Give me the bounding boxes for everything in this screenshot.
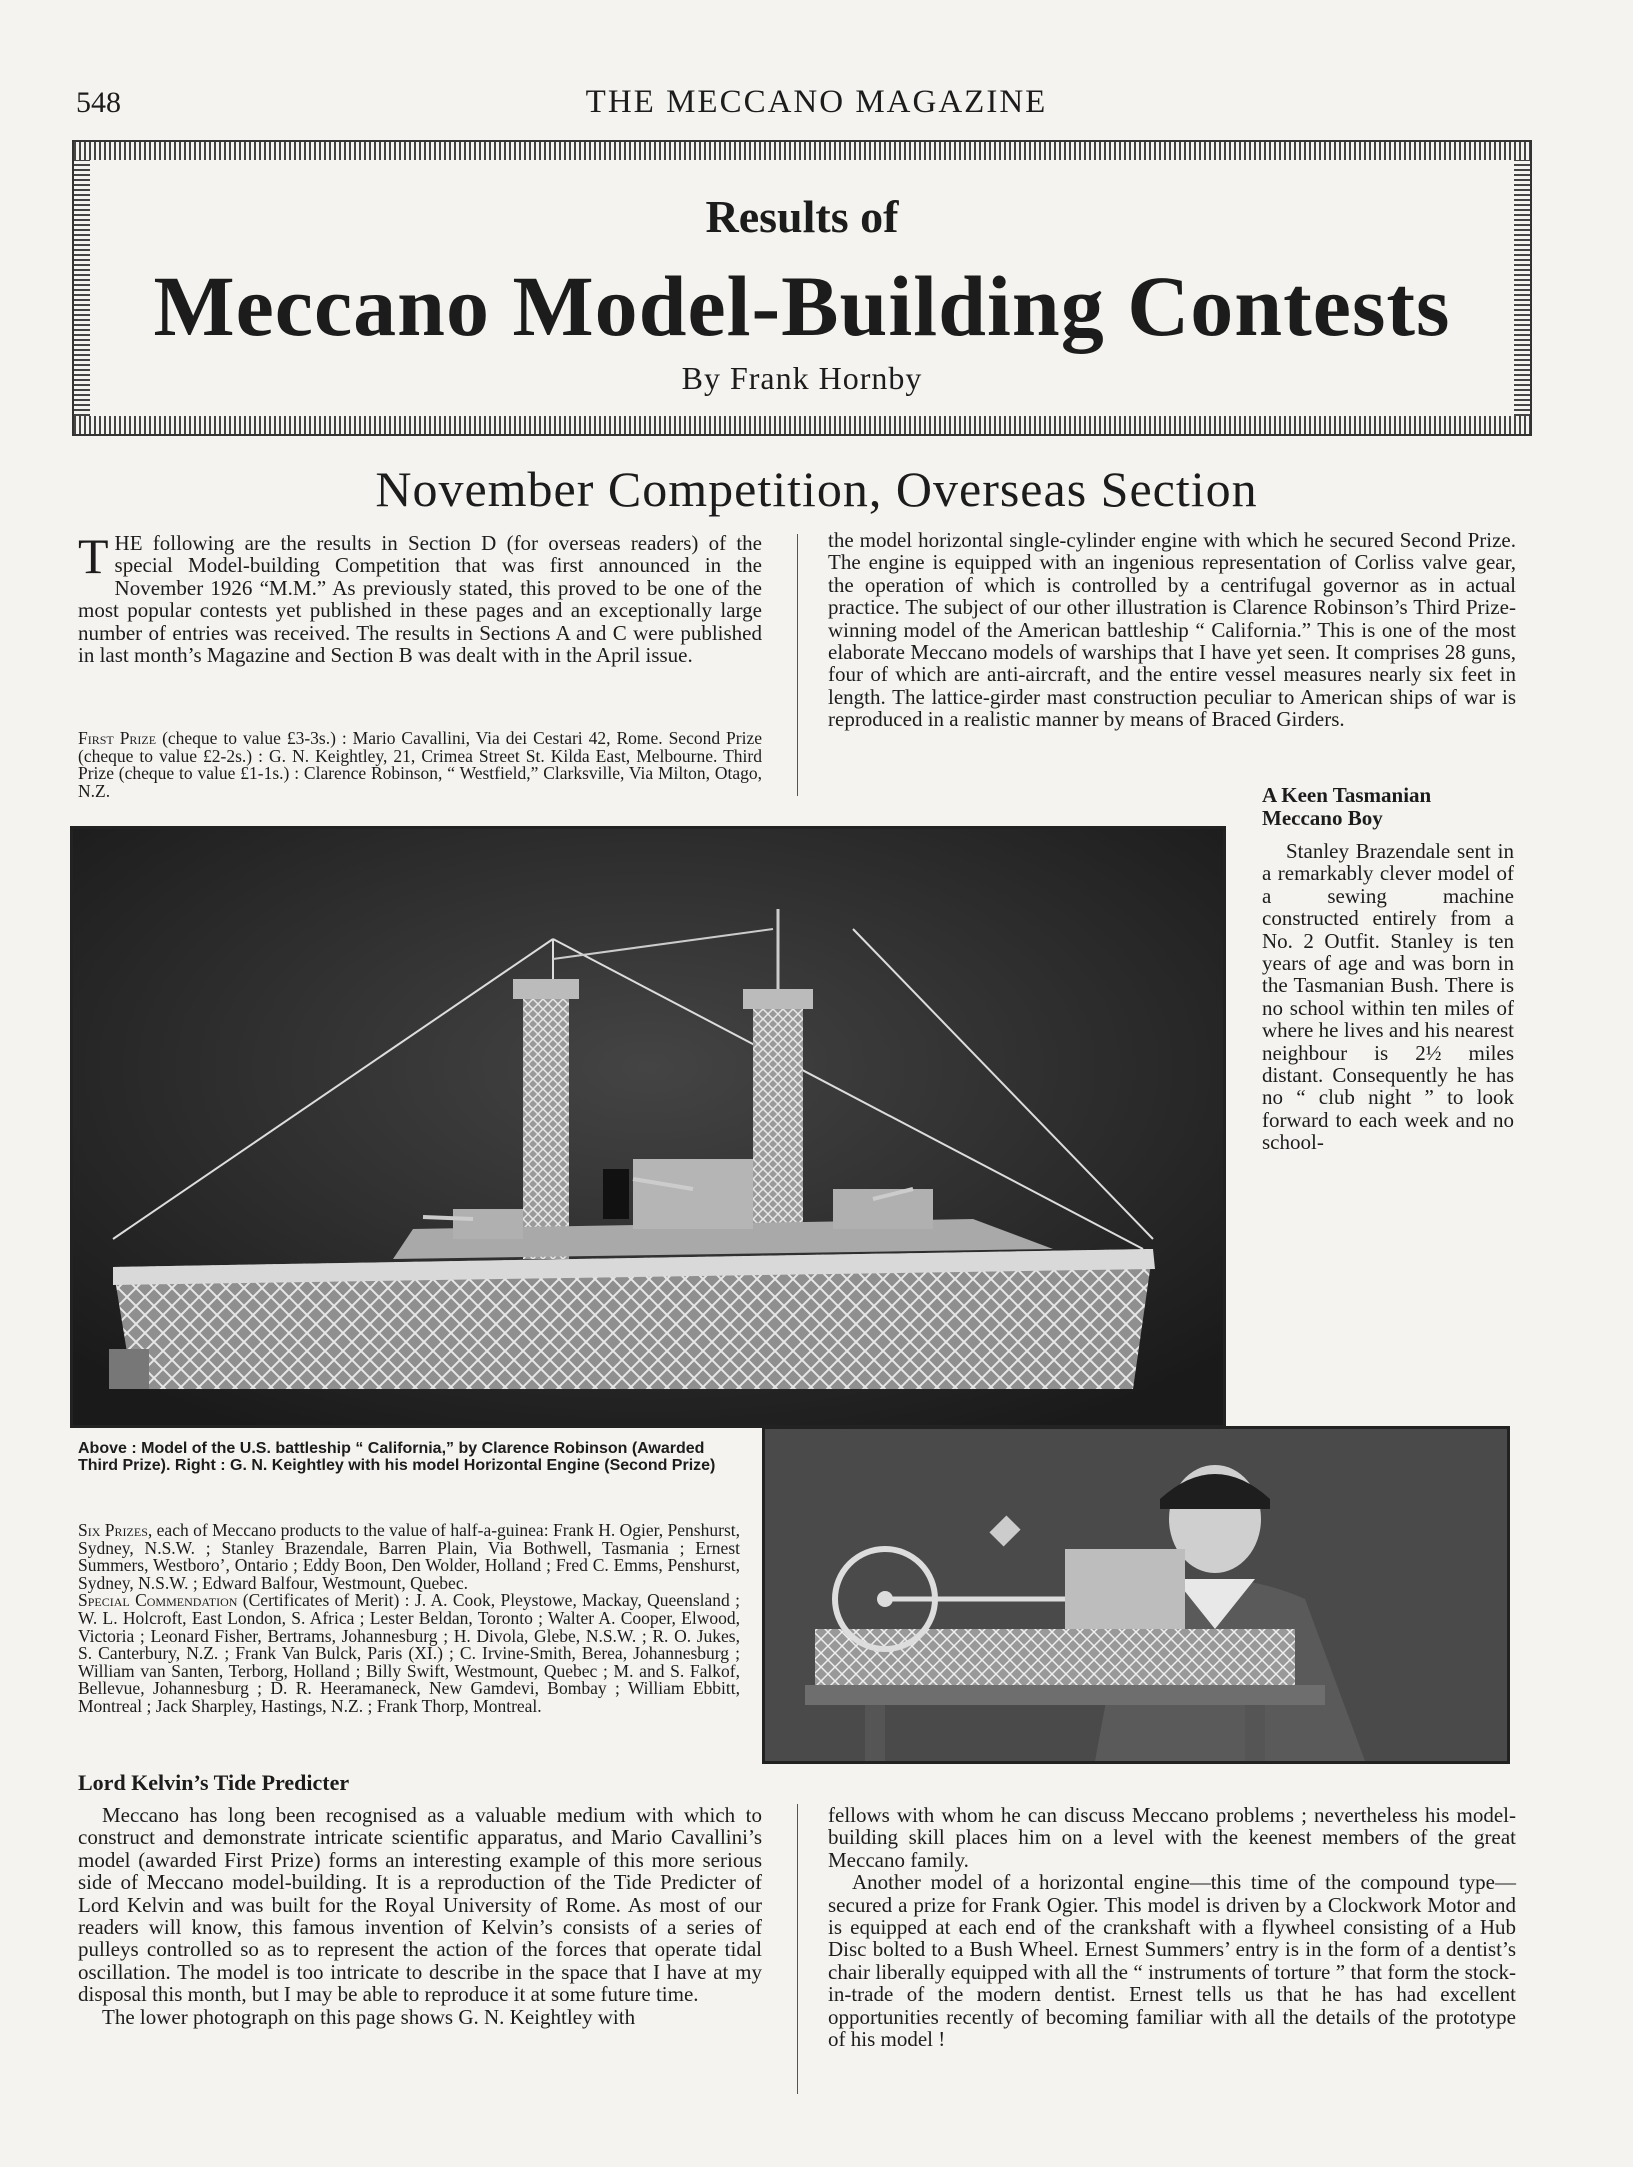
right-column-paragraph: the model horizontal single-cylinder engine with which he secured Second Prize. The engine is equipped with an ingenious representation of Corliss valve gear, the operation of which is controlled by a centrifugal governor as in actual practice. The subject of our other illustration is Clarence Robinson’s Third Prize-winning model of the American battleship “ California.” This is one of the most elaborate Meccano models of warships that I have yet seen. It comprises 28 guns, four of which are anti-aircraft, and the entire vessel measures nearly six feet in length. The lattice-girder mast construction peculiar to American ships of war is reproduced in a realistic manner by means of Braced Girders.	[828, 528, 1516, 732]
prize-lists	[78, 1522, 740, 1716]
battleship-photo	[70, 826, 1226, 1428]
magazine-title: THE MECCANO MAGAZINE	[585, 84, 1048, 120]
banner-border-top	[74, 142, 1530, 160]
six-prizes-label: Six Prizes	[78, 1520, 148, 1540]
banner-pretitle: Results of	[705, 191, 899, 242]
first-prize-text: (cheque to value £3-3s.) : Mario Cavallini, Via dei Cestari 42, Rome. Second Prize (cheque to value £2-2s.) : G. N. Keightley, 21, Crimea Street St. Kilda East, Melbourne. Third Prize (cheque to value £1-1s.) : Clarence Robinson, “ Westfield,” Clarksville, Via Milton, Otago, N.Z.	[78, 728, 763, 801]
right-bottom-text	[828, 1804, 1516, 2050]
special-commendation-text: (Certificates of Merit) : J. A. Cook, Pleystowe, Mackay, Queensland ; W. L. Holcroft, East London, S. Africa ; Lester Beldan, Toronto ; Walter A. Cooper, Elwood, Victoria ; Leonard Fisher, Bertrams, Johannesburg ; H. Divola, Glebe, N.S.W. ; R. O. Jukes, S. Canterbury, N.Z. ; Frank Van Bulck, Paris (XI.) ; C. Irvine-Smith, Berea, Johannesburg ; William van Santen, Terborg, Holland ; Billy Swift, Westmount, Quebec ; M. and S. Falkof, Bellevue, Johannesburg ; D. R. Heeramaneck, New Gamdevi, Bombay ; William Ebbitt, Montreal ; Jack Sharpley, Hastings, N.Z. ; Frank Thorp, Montreal.	[78, 1590, 740, 1716]
right-bottom-paragraph-1: fellows with whom he can discuss Meccano problems ; nevertheless his model-building skill places him on a level with the keenest members of the great Meccano family.	[828, 1803, 1516, 1872]
keightley-photo	[762, 1426, 1510, 1764]
first-prizes-list	[78, 730, 762, 800]
kelvin-heading: Lord Kelvin’s Tide Predicter	[78, 1770, 350, 1795]
article-title: Meccano Model-Building Contests	[153, 258, 1451, 354]
byline: By Frank Hornby	[681, 360, 923, 396]
tasmanian-text	[1262, 840, 1514, 1154]
first-prize-label: First Prize	[78, 728, 157, 748]
keightley-illustration	[765, 1429, 1507, 1761]
photo-caption: Above : Model of the U.S. battleship “ California,” by Clarence Robinson (Awarded Third Prize). Right : G. N. Keightley with his model Horizontal Engine (Second Prize)	[78, 1440, 716, 1474]
special-commendation-label: Special Commendation	[78, 1590, 238, 1611]
right-column-text	[828, 529, 1516, 731]
column-divider-top	[797, 534, 798, 796]
banner-border-bottom	[74, 416, 1530, 434]
section-title: November Competition, Overseas Section	[375, 461, 1258, 517]
right-bottom-paragraph-2: Another model of a horizontal engine—this time of the compound type—secured a prize for Frank Ogier. This model is driven by a Clockwork Motor and is equipped at each end of the crankshaft with a flywheel consisting of a Hub Disc bolted to a Bush Wheel. Ernest Summers’ entry is in the form of a dentist’s chair liberally equipped with all the “ instruments of torture ” that form the stock-in-trade of the modern dentist. Ernest tells us that he has had excellent opportunities recently of becoming familiar with all the details of the prototype of his model !	[828, 1870, 1516, 2052]
kelvin-paragraph-1: Meccano has long been recognised as a valuable medium with which to construct and demonstrate intricate scientific apparatus, and Mario Cavallini’s model (awarded First Prize) forms an interesting example of this more serious side of Meccano model-building. It is a reproduction of the Tide Predicter of Lord Kelvin and was built for the Royal University of Rome. As most of our readers will know, this famous invention of Kelvin’s consists of a series of pulleys controlled so as to represent the action of the forces that operate tidal oscillation. The model is too intricate to describe in the space that I have at my disposal this month, but I may be able to reproduce it at some future time.	[78, 1803, 762, 2007]
column-divider-bottom	[797, 1804, 798, 2094]
intro-paragraph	[78, 528, 762, 668]
kelvin-paragraph-2: The lower photograph on this page shows G. N. Keightley with	[102, 2004, 636, 2029]
banner-border-left	[74, 160, 90, 416]
drop-cap: T	[78, 528, 109, 584]
battleship-illustration	[73, 829, 1223, 1425]
kelvin-text	[78, 1804, 762, 2028]
banner-border-right	[1514, 160, 1530, 416]
intro-text: HE following are the results in Section D (for overseas readers) of the special Model-building Competition that was first announced in the November 1926 “M.M.” As previously stated, this proved to be one of the most popular contests yet published in these pages and an exceptionally large number of entries was received. The results in Sections A and C were published in last month’s Magazine and Section B was dealt with in the April issue.	[78, 531, 762, 668]
tasmanian-heading: A Keen Tasmanian Meccano Boy	[1262, 783, 1432, 830]
title-banner	[72, 140, 1532, 436]
six-prizes-text: , each of Meccano products to the value of half-a-guinea: Frank H. Ogier, Penshurst, Sydney, N.S.W. ; Stanley Brazendale, Barren Plain, Via Bothwell, Tasmania ; Ernest Summers, Westboro’, Ontario ; Eddy Boon, Den Wolder, Holland ; Fred C. Emms, Penshurst, Sydney, N.S.W. ; Edward Balfour, Westmount, Quebec.	[78, 1520, 740, 1593]
tasmanian-paragraph: Stanley Brazendale sent in a remarkably clever model of a sewing machine constructed entirely from a No. 2 Outfit. Stanley is ten years of age and was born in the Tasmanian Bush. There is no school within ten miles of where he lives and his nearest neighbour is 2½ miles distant. Consequently he has no “ club night ” to look forward to each week and no school-	[1262, 839, 1514, 1155]
page-number: 548	[76, 86, 121, 119]
